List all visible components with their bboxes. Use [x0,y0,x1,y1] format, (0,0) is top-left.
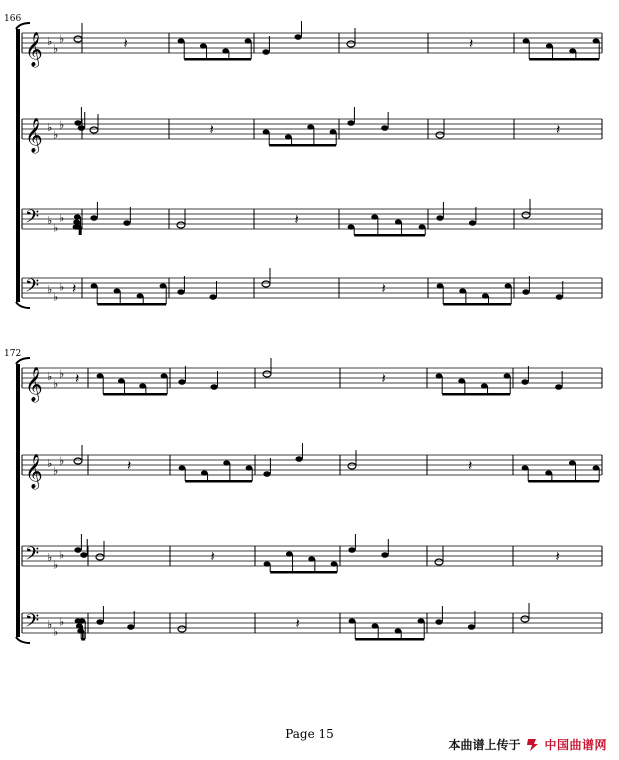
note-head [458,378,465,383]
note-head [522,212,530,218]
note-head [264,561,271,566]
bracket-bottom-hook [16,302,30,308]
key-signature-flat-icon: ♭ [53,625,59,639]
note-head [521,616,529,622]
note-head [569,48,576,53]
quarter-rest-icon: 𝄽 [75,371,80,387]
note-head [435,559,443,565]
note-beam [81,638,85,641]
note-head [504,373,511,378]
key-signature-flat-icon: ♭ [53,42,59,56]
treble-clef-icon: 𝄞 [25,367,43,402]
quarter-rest-icon: 𝄽 [295,616,300,632]
note-beam [442,393,510,396]
note-head [222,48,229,53]
note-head [521,379,528,385]
key-signature-flat-icon: ♭ [59,32,65,46]
note-head [307,124,314,129]
key-signature-flat-icon: ♭ [53,377,59,391]
note-head [331,561,338,566]
note-head [593,38,600,43]
note-head [395,219,402,224]
note-head [381,125,388,131]
music-note-logo-icon [524,738,540,752]
note-head [73,219,80,224]
note-head [371,214,378,219]
note-head [78,125,85,131]
note-head [178,379,185,385]
note-head [96,619,103,625]
bass-clef-icon: 𝄢 [25,207,40,232]
bass-clef-icon: 𝄢 [25,276,40,301]
key-signature-flat-icon: ♭ [53,558,59,572]
note-head [593,465,600,470]
key-signature-flat-icon: ♭ [59,548,65,562]
note-head [545,470,552,475]
note-head [90,215,97,221]
note-head [459,288,466,293]
note-head [419,224,426,229]
note-head [76,623,83,628]
note-head [436,132,444,138]
note-head [436,215,443,221]
note-head [482,293,489,298]
note-head [348,547,355,553]
key-signature-flat-icon: ♭ [47,214,53,227]
note-head [556,294,563,300]
note-head [308,556,315,561]
note-head [286,551,293,556]
key-signature-flat-icon: ♭ [53,290,59,304]
note-beam [185,480,252,483]
key-signature-flat-icon: ♭ [59,280,65,294]
page-number: Page 15 [285,727,334,741]
note-head [127,624,134,630]
note-head [223,460,230,465]
note-head [177,289,184,295]
note-head [74,547,81,553]
key-signature-flat-icon: ♭ [59,615,65,629]
key-signature-flat-icon: ♭ [53,464,59,478]
treble-clef-icon: 𝄞 [25,118,43,153]
quarter-rest-icon: 𝄽 [469,36,474,52]
note-head [178,38,185,43]
quarter-rest-icon: 𝄽 [209,122,214,138]
treble-clef-icon: 𝄞 [25,454,43,489]
note-head [73,224,80,229]
note-head [569,460,576,465]
bracket-bottom-hook [16,637,30,643]
key-signature-flat-icon: ♭ [47,551,53,564]
note-head [210,384,217,390]
key-signature-flat-icon: ♭ [47,283,53,296]
quarter-rest-icon: 𝄽 [556,122,561,138]
note-head [523,38,530,43]
note-head [161,373,168,378]
site-watermark [448,736,607,753]
quarter-rest-icon: 𝄽 [468,458,473,474]
note-head [348,463,356,469]
note-head [263,471,270,477]
note-head [294,34,301,40]
note-head [74,214,81,219]
note-beam [354,234,425,237]
note-head [546,43,553,48]
note-head [114,288,121,293]
key-signature-flat-icon: ♭ [53,221,59,235]
quarter-rest-icon: 𝄽 [294,212,299,228]
note-head [381,552,388,558]
note-head [555,384,562,390]
quarter-rest-icon: 𝄽 [381,371,386,387]
note-head [395,628,402,633]
note-head [418,618,425,623]
note-head [97,373,104,378]
note-head [295,456,302,462]
key-signature-flat-icon: ♭ [47,121,53,134]
treble-clef-icon: 𝄞 [25,32,43,67]
note-head [522,289,529,295]
quarter-rest-icon: 𝄽 [72,281,77,297]
system-bracket [16,29,20,302]
key-signature-flat-icon: ♭ [47,370,53,383]
key-signature-flat-icon: ♭ [53,128,59,142]
bass-clef-icon: 𝄢 [25,611,40,636]
note-head [91,283,98,288]
quarter-rest-icon: 𝄽 [127,458,132,474]
note-head [201,470,208,475]
note-head [262,281,270,287]
note-head [285,134,292,139]
note-head [74,120,81,126]
note-head [372,623,379,628]
note-head [90,127,98,133]
note-head [209,294,216,300]
note-head [160,283,167,288]
note-head [469,220,476,226]
note-beam [355,638,424,641]
note-head [505,283,512,288]
note-beam [103,393,167,396]
key-signature-flat-icon: ♭ [47,618,53,631]
note-head [263,371,271,377]
note-head [200,43,207,48]
quarter-rest-icon: 𝄽 [381,281,386,297]
note-beam [269,144,336,147]
note-head [481,383,488,388]
note-head [330,129,337,134]
key-signature-flat-icon: ♭ [59,367,65,381]
note-head [177,222,185,228]
note-head [349,618,356,623]
site-name: 中国曲谱网 [544,738,607,752]
key-signature-flat-icon: ♭ [59,454,65,468]
note-head [96,554,104,560]
key-signature-flat-icon: ♭ [59,211,65,225]
note-head [137,293,144,298]
note-beam [97,303,166,306]
measure-number-system-2: 172 [4,349,22,359]
quarter-rest-icon: 𝄽 [210,549,215,565]
note-head [179,465,186,470]
note-head [435,619,442,625]
upload-caption: 本曲谱上传于 [448,738,521,752]
note-head [436,373,443,378]
note-head [347,41,355,47]
note-head [123,220,130,226]
note-head [139,383,146,388]
note-head [263,129,270,134]
bass-clef-icon: 𝄢 [25,544,40,569]
note-beam [443,303,511,306]
system-bracket [16,364,20,637]
key-signature-flat-icon: ♭ [59,118,65,132]
note-head [74,36,82,42]
quarter-rest-icon: 𝄽 [123,36,128,52]
note-head [79,618,86,623]
quarter-rest-icon: 𝄽 [555,549,560,565]
note-head [245,38,252,43]
note-head [347,120,354,126]
note-head [522,465,529,470]
note-beam [529,58,599,61]
key-signature-flat-icon: ♭ [47,457,53,470]
note-head [348,224,355,229]
note-beam [528,480,599,483]
note-head [468,624,475,630]
note-head [80,552,87,558]
note-head [74,458,82,464]
note-head [246,465,253,470]
note-head [437,283,444,288]
note-head [118,378,125,383]
note-head [77,628,84,633]
note-beam [184,58,251,61]
measure-number-system-1: 166 [4,14,22,24]
note-head [178,626,186,632]
note-beam [270,571,337,574]
note-head [262,49,269,55]
key-signature-flat-icon: ♭ [47,35,53,48]
